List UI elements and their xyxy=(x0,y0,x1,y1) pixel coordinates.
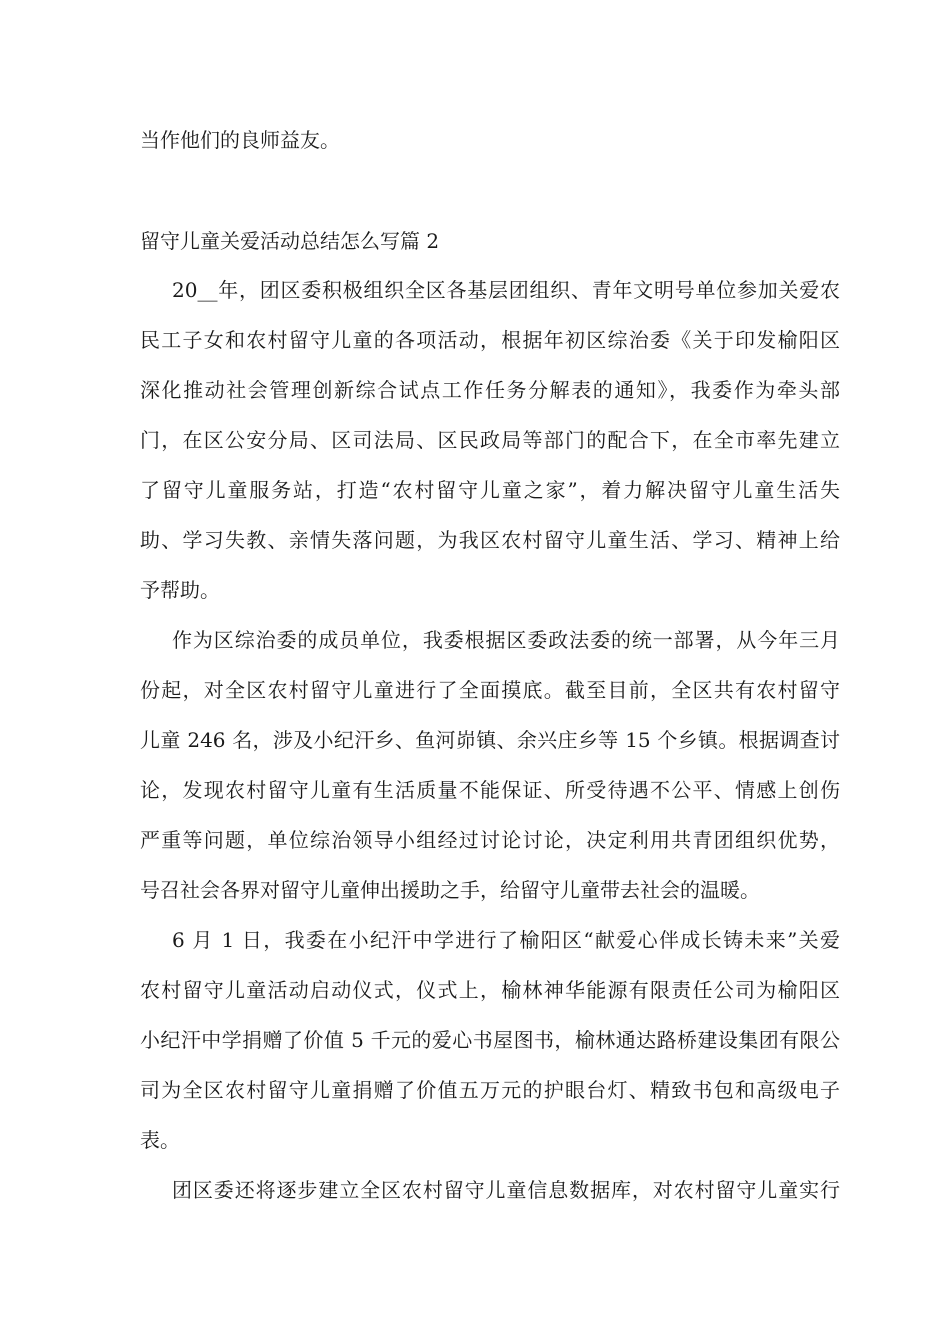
paragraph-line: 作为区综治委的成员单位，我委根据区委政法委的统一部署，从今年三月 xyxy=(172,628,840,652)
paragraph-line: 门，在区公安分局、区司法局、区民政局等部门的配合下，在全市率先建立 xyxy=(140,428,840,452)
paragraph-line: 20__年，团区委积极组织全区各基层团组织、青年文明号单位参加关爱农 xyxy=(172,278,840,302)
paragraph-line: 6 月 1 日，我委在小纪汗中学进行了榆阳区“献爱心伴成长铸未来”关爱 xyxy=(172,928,840,952)
paragraph-line: 号召社会各界对留守儿童伸出援助之手，给留守儿童带去社会的温暖。 xyxy=(140,878,760,902)
paragraph-line: 农村留守儿童活动启动仪式，仪式上，榆林神华能源有限责任公司为榆阳区 xyxy=(140,978,840,1002)
paragraph-line: 论，发现农村留守儿童有生活质量不能保证、所受待遇不公平、情感上创伤 xyxy=(140,778,840,802)
paragraph-line: 严重等问题，单位综治领导小组经过讨论讨论，决定利用共青团组织优势， xyxy=(140,828,840,852)
paragraph-line: 团区委还将逐步建立全区农村留守儿童信息数据库，对农村留守儿童实行 xyxy=(172,1178,840,1202)
paragraph-line: 儿童 246 名，涉及小纪汗乡、鱼河峁镇、余兴庄乡等 15 个乡镇。根据调查讨 xyxy=(140,728,840,752)
paragraph-line: 份起，对全区农村留守儿童进行了全面摸底。截至目前，全区共有农村留守 xyxy=(140,678,840,702)
paragraph-line: 深化推动社会管理创新综合试点工作任务分解表的通知》，我委作为牵头部 xyxy=(140,378,840,402)
paragraph-line: 司为全区农村留守儿童捐赠了价值五万元的护眼台灯、精致书包和高级电子 xyxy=(140,1078,840,1102)
section-heading: 留守儿童关爱活动总结怎么写篇 2 xyxy=(140,229,440,253)
paragraph-line: 予帮助。 xyxy=(140,578,220,602)
paragraph-line: 助、学习失教、亲情失落问题，为我区农村留守儿童生活、学习、精神上给 xyxy=(140,528,840,552)
paragraph-line: 小纪汗中学捐赠了价值 5 千元的爱心书屋图书，榆林通达路桥建设集团有限公 xyxy=(140,1028,840,1052)
paragraph-line: 表。 xyxy=(140,1128,180,1152)
paragraph-line: 当作他们的良师益友。 xyxy=(140,128,340,152)
paragraph-line: 了留守儿童服务站，打造“农村留守儿童之家”，着力解决留守儿童生活失 xyxy=(140,478,840,502)
paragraph-line: 民工子女和农村留守儿童的各项活动，根据年初区综治委《关于印发榆阳区 xyxy=(140,328,840,352)
